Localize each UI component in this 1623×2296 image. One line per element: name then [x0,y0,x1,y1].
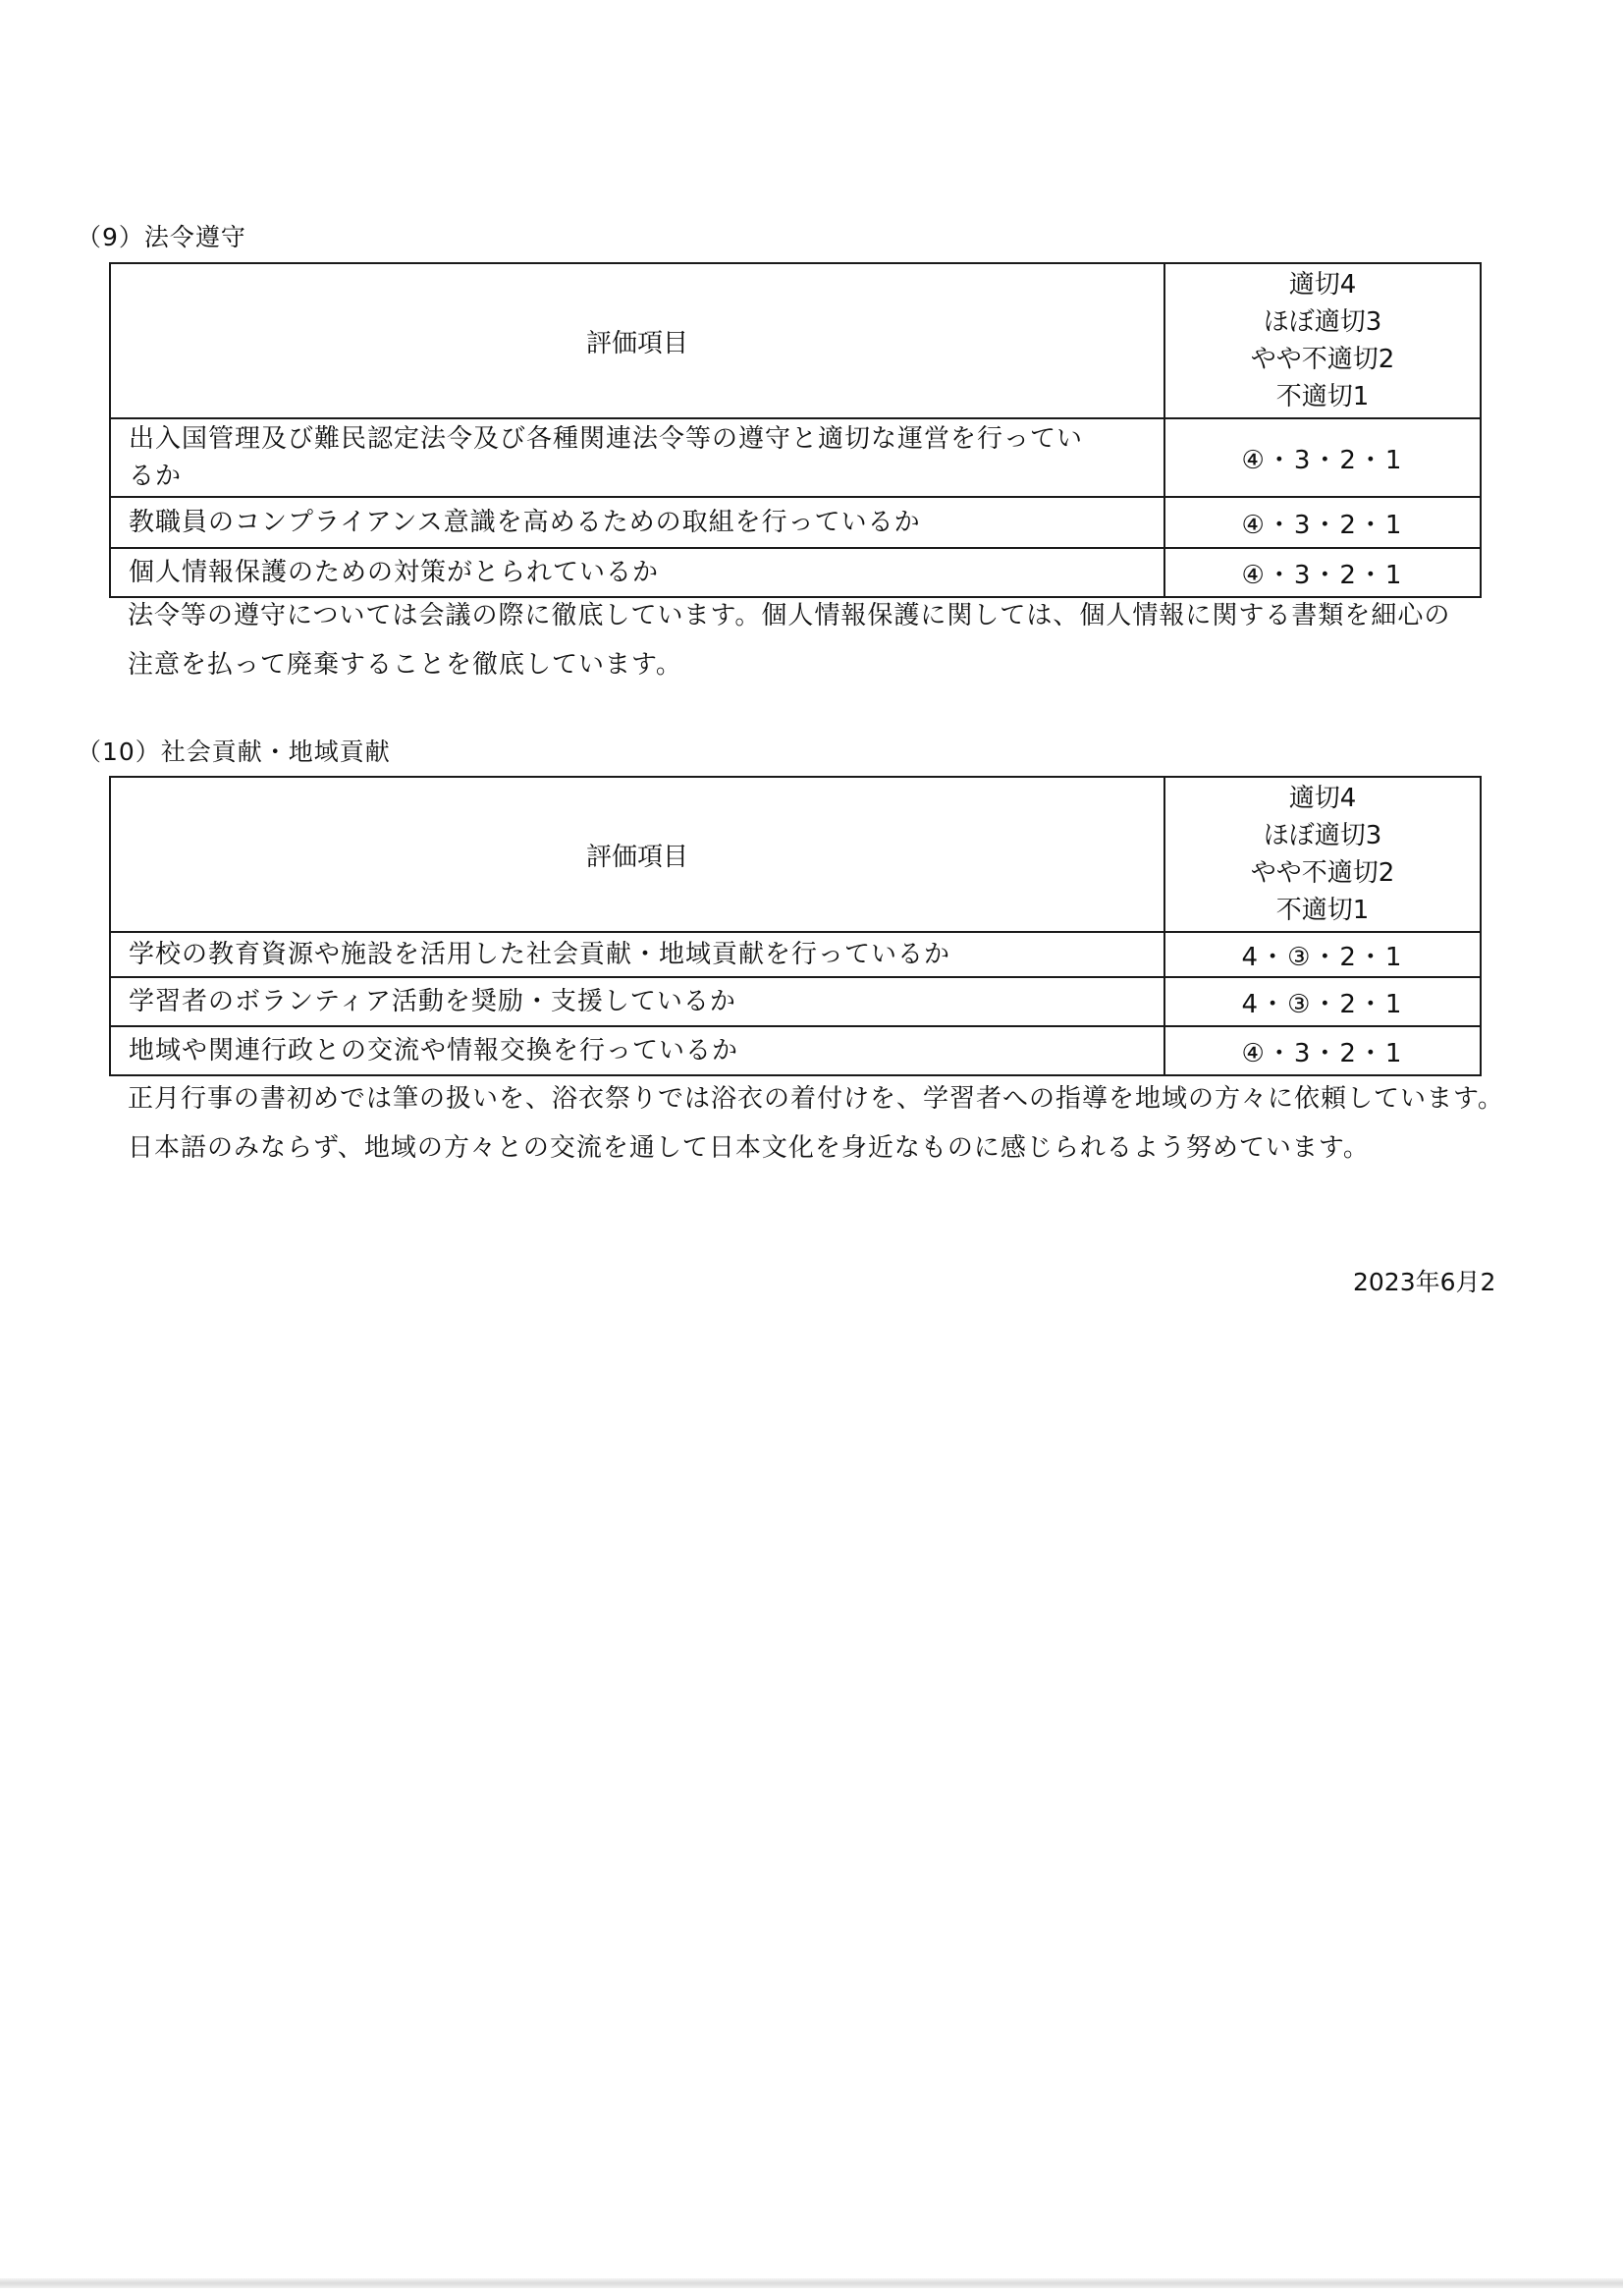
rating-value: 4・③・2・1 [1164,932,1481,977]
evaluation-table-compliance [109,262,1482,598]
scale-label: 適切4 [1288,270,1357,300]
section-title-social-contribution: （10）社会貢献・地域貢献 [77,738,391,766]
evaluation-item [110,418,1164,497]
table-row [110,1026,1481,1075]
evaluation-item: 地域や関連行政との交流や情報交換を行っているか [110,1026,1164,1075]
table-row [110,977,1481,1026]
evaluation-table-social-contribution [109,776,1482,1076]
comment-line: 日本語のみならず、地域の方々との交流を通して日本文化を身近なものに感じられるよう努めています。 [128,1133,1370,1163]
evaluation-item-line: るか [129,462,183,491]
evaluation-item: 学習者のボランティア活動を奨励・支援しているか [110,977,1164,1026]
rating-value: 4・③・2・1 [1164,977,1481,1026]
scale-label: 不適切1 [1275,896,1370,925]
scale-label: やや不適切2 [1250,858,1395,888]
rating-value: ④・3・2・1 [1164,418,1481,497]
scale-label: 不適切1 [1275,382,1370,411]
rating-value: ④・3・2・1 [1164,1026,1481,1075]
header-rating-scale [1164,263,1481,418]
header-evaluation-item: 評価項目 [110,263,1164,418]
scale-label: ほぼ適切3 [1263,821,1382,850]
comment-social-contribution [128,1074,1542,1173]
document-date: 2023年6月2 [1353,1268,1496,1296]
comment-line: 法令等の遵守については会議の際に徹底しています。個人情報保護に関しては、個人情報に関する書類を細心の [128,601,1451,630]
rating-value: ④・3・2・1 [1164,548,1481,597]
rating-value: ④・3・2・1 [1164,497,1481,548]
table-row [110,548,1481,597]
table-row [110,932,1481,977]
scale-label: やや不適切2 [1250,345,1395,374]
scale-label: ほぼ適切3 [1263,307,1382,337]
scan-edge-shadow [0,2278,1623,2288]
scale-label: 適切4 [1288,784,1357,813]
evaluation-item: 教職員のコンプライアンス意識を高めるための取組を行っているか [110,497,1164,548]
table-row [110,497,1481,548]
comment-compliance [128,591,1542,689]
evaluation-item: 学校の教育資源や施設を活用した社会貢献・地域貢献を行っているか [110,932,1164,977]
header-evaluation-item: 評価項目 [110,777,1164,932]
table-header-row [110,263,1481,418]
header-rating-scale [1164,777,1481,932]
comment-line: 注意を払って廃棄することを徹底しています。 [128,650,682,680]
evaluation-item: 個人情報保護のための対策がとられているか [110,548,1164,597]
table-row [110,418,1481,497]
evaluation-item-line: 出入国管理及び難民認定法令及び各種関連法令等の遵守と適切な運営を行ってい [129,424,1084,454]
comment-line: 正月行事の書初めでは筆の扱いを、浴衣祭りでは浴衣の着付けを、学習者への指導を地域の方々に依頼しています。 [128,1084,1504,1114]
table-header-row [110,777,1481,932]
section-title-compliance: （9）法令遵守 [77,223,246,251]
